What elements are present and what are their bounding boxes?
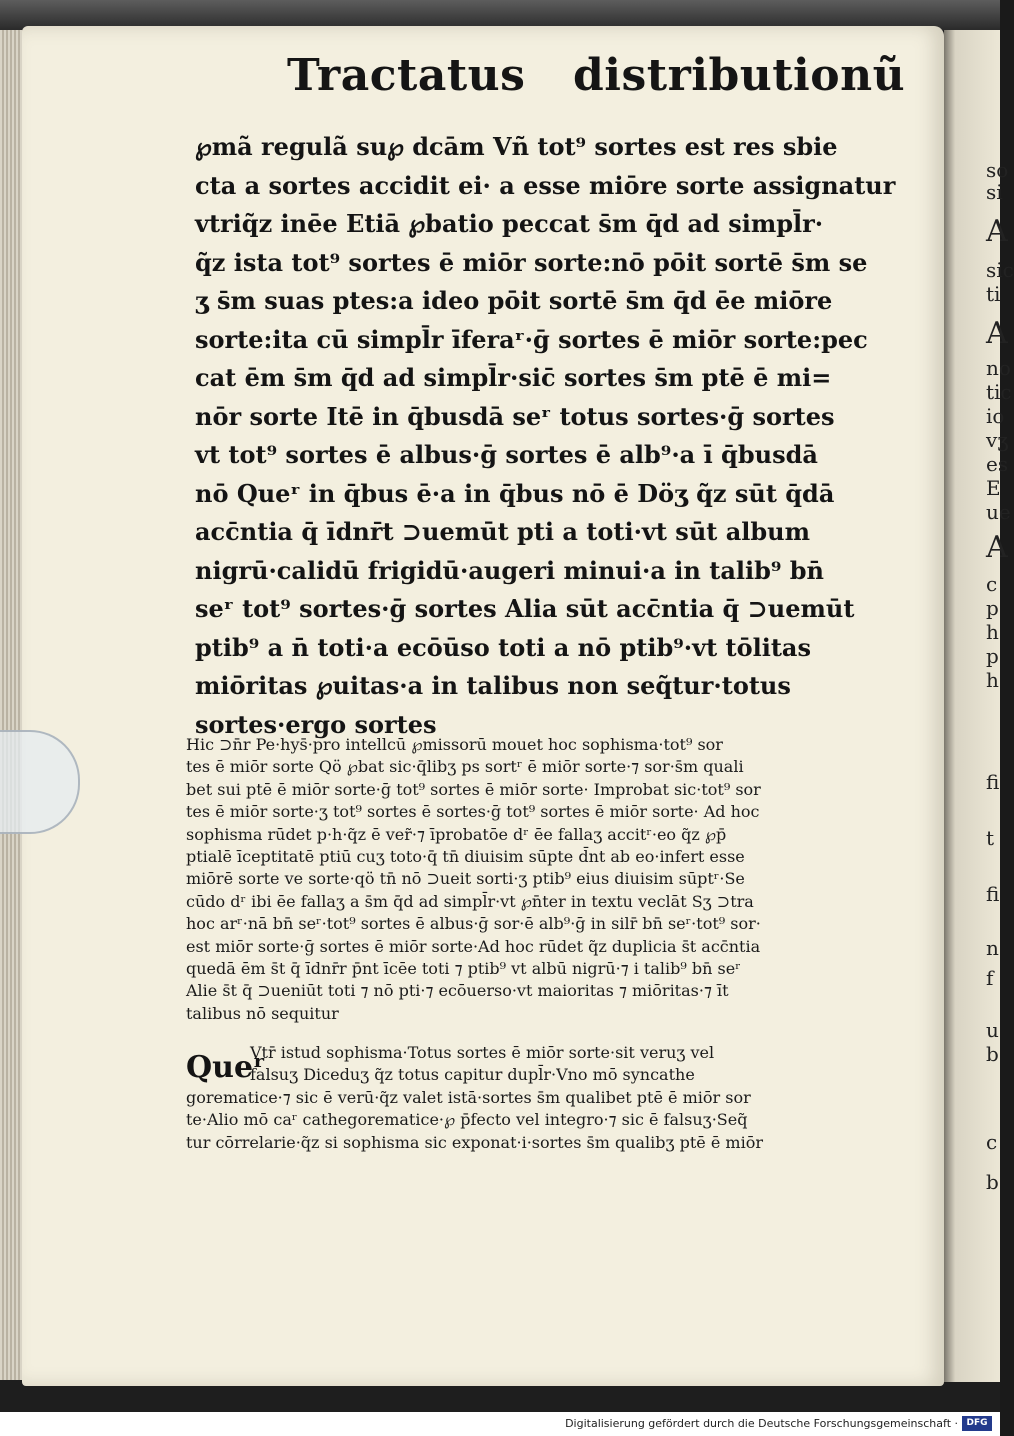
margin-fragment: fi [986, 882, 1000, 906]
margin-fragment: p [986, 596, 999, 620]
question-initial: Queʳ [186, 1050, 266, 1085]
text-line: nōr sorte Itē in q̄busdā seʳ totus sortes·ḡ sortes [195, 401, 835, 431]
text-line: sorte:ita cū simpl̄r īferaʳ·ḡ sortes ē miōr sorte:pec [195, 324, 868, 354]
commentary-line: sophisma rūdet p·h·q̃z ē ver̃·⁊ īprobatōe dʳ ēe fallaʒ accitʳ·eo q̃z ℘p̄ [186, 824, 727, 844]
margin-fragment: A [986, 316, 1008, 351]
text-line: seʳ tot⁹ sortes·ḡ sortes Alia sūt acc̄ntia q̄ ⊃uemūt [195, 594, 855, 623]
question-line: falsuʒ Diceduʒ q̃z totus capitur dupl̄r·Vno mō syncathe [250, 1065, 695, 1085]
margin-fragment: fi [986, 770, 1000, 794]
margin-fragment: c [986, 572, 998, 596]
text-line: ptib⁹ a n̄ toti·a ecōūso toti a nō ptib⁹·vt tōlitas [195, 632, 811, 662]
margin-fragment: c [986, 1130, 998, 1154]
question-block-continued [186, 1087, 806, 1154]
question-line: tur cōrrelarie·q̃z si sophisma sic exponat·i·sortes s̄m qualibʒ ptē ē miōr [186, 1132, 763, 1152]
margin-fragment: io [986, 404, 1005, 428]
footer-bar [0, 1412, 1000, 1436]
funding-credit: Digitalisierung gefördert durch die Deutsche Forschungsgemeinschaft · [565, 1417, 958, 1430]
main-text-block [195, 128, 896, 744]
text-line: cat ēm s̄m q̄d ad simpl̄r·sic̄ sortes s̄m ptē ē mi= [195, 363, 832, 392]
margin-fragment: p [986, 644, 999, 668]
commentary-line: ptialē īceptitatē ptiū cuʒ toto·q̄ tn̄ diuisim sūpte d̄nt ab eo·infert esse [186, 846, 745, 866]
text-line: vt tot⁹ sortes ē albus·ḡ sortes ē alb⁹·a ī q̄busdā [195, 440, 818, 469]
commentary-line: hoc arʳ·nā bn̄ seʳ·tot⁹ sortes ē albus·ḡ sor·ē alb⁹·ḡ in silr̄ bn̄ seʳ·tot⁹ sor· [186, 914, 761, 934]
commentary-line: cūdo dʳ ibi ēe fallaʒ a s̄m q̄d ad simpl̄r·vt ℘n̄ter in textu veclāt Sʒ ⊃tra [186, 891, 754, 911]
running-head-left: Tractatus [287, 50, 526, 101]
text-line: vtriq̃z inēe Etiā ℘batio peccat s̄m q̄d ad simpl̄r· [195, 209, 824, 238]
text-line: nigrū·calidū frigidū·augeri minui·a in talib⁹ bn̄ [195, 555, 824, 585]
margin-fragment: f [986, 966, 994, 990]
text-line: sortes·ergo sortes [195, 709, 437, 739]
margin-fragment: t [986, 826, 995, 850]
text-line: ℘mã regulã su℘ dcām Vñ tot⁹ sortes est res sbie [195, 132, 838, 161]
margin-fragment: no [986, 356, 1011, 380]
text-line: nō Queʳ in q̄bus ē·a in q̄bus nō ē Döʒ q̃z sūt q̄dā [195, 478, 835, 508]
commentary-line: tes ē miōr sorte Qö ℘bat sic·q̄libʒ ps sortʳ ē miōr sorte·⁊ sor·s̄m quali [186, 757, 744, 777]
margin-fragment: E [986, 476, 1001, 500]
margin-fragment: b [986, 1170, 999, 1194]
margin-fragment: h [986, 668, 999, 692]
commentary-line: quedā ēm s̄t q̄ īdnr̄r p̄nt īcēe toti ⁊ ptib⁹ vt albū nigrū·⁊ i talib⁹ bn̄ seʳ [186, 958, 741, 978]
text-line: miōritas ℘uitas·a in talibus non seq̃tur·totus [195, 671, 791, 700]
commentary-line: tes ē miōr sorte·ʒ tot⁹ sortes ē sortes·ḡ tot⁹ sortes ē miōr sorte· Ad hoc [186, 802, 760, 822]
margin-fragment: u [986, 1018, 999, 1042]
margin-fragment: si [986, 180, 1003, 204]
question-line: te·Alio mō caʳ cathegorematice·℘ p̄fecto vel integro·⁊ sic ē falsuʒ·Seq̃ [186, 1110, 748, 1130]
dfg-logo: DFG [962, 1416, 992, 1431]
commentary-line: est miōr sorte·ḡ sortes ē miōr sorte·Ad hoc rūdet q̃z duplicia s̄t acc̄ntia [186, 936, 761, 956]
margin-fragment: A [986, 530, 1008, 565]
margin-fragment: es [986, 452, 1009, 476]
margin-fragment: A [986, 214, 1008, 249]
question-line: Vtr̄ istud sophisma·Totus sortes ē miōr sorte·sit veruʒ vel [250, 1043, 715, 1062]
margin-fragment: b [986, 1042, 999, 1066]
margin-fragment: ti [986, 282, 1001, 306]
commentary-line: miōrē sorte ve sorte·qö tn̄ nō ⊃ueit sorti·ʒ ptib⁹ eius diuisim sūptʳ·Se [186, 869, 745, 889]
running-head-right: distributionũ [573, 50, 906, 101]
text-line: q̃z ista tot⁹ sortes ē miōr sorte:nō pōit sortē s̄m se [195, 247, 868, 277]
margin-fragment: sic [986, 258, 1014, 282]
commentary-line: Hic ⊃n̄r Pe·hys̄·pro intellcū ℘missorū mouet hoc sophisma·tot⁹ sor [186, 735, 723, 754]
margin-fragment: tic [986, 380, 1012, 404]
question-line: gorematice·⁊ sic ē verū·q̃z valet istā·sortes s̄m qualibet ptē ē miōr sor [186, 1087, 751, 1107]
commentary-block [186, 734, 806, 1025]
text-line: cta a sortes accidit ei· a esse miōre sorte assignatur [195, 170, 896, 200]
text-line: acc̄ntia q̄ īdnr̄t ⊃uemūt pti a toti·vt sūt album [195, 517, 810, 546]
margin-fragment: ue [986, 500, 1011, 524]
margin-fragment: vʒ [986, 428, 1009, 452]
text-line: ʒ s̄m suas ptes:a ideo pōit sortē s̄m q̄d ēe miōre [195, 286, 833, 315]
margin-fragment: so [986, 158, 1009, 182]
commentary-line: talibus nō sequitur [186, 1003, 339, 1023]
commentary-line: bet sui ptē ē miōr sorte·ḡ tot⁹ sortes ē miōr sorte· Improbat sic·tot⁹ sor [186, 779, 761, 799]
margin-fragment: h [986, 620, 999, 644]
margin-fragment: n [986, 936, 999, 960]
commentary-line: Alie s̄t q̄ ⊃ueniūt toti ⁊ nō pti·⁊ ecōuerso·vt maioritas ⁊ miōritas·⁊ īt [186, 981, 729, 1001]
question-block [250, 1042, 810, 1087]
